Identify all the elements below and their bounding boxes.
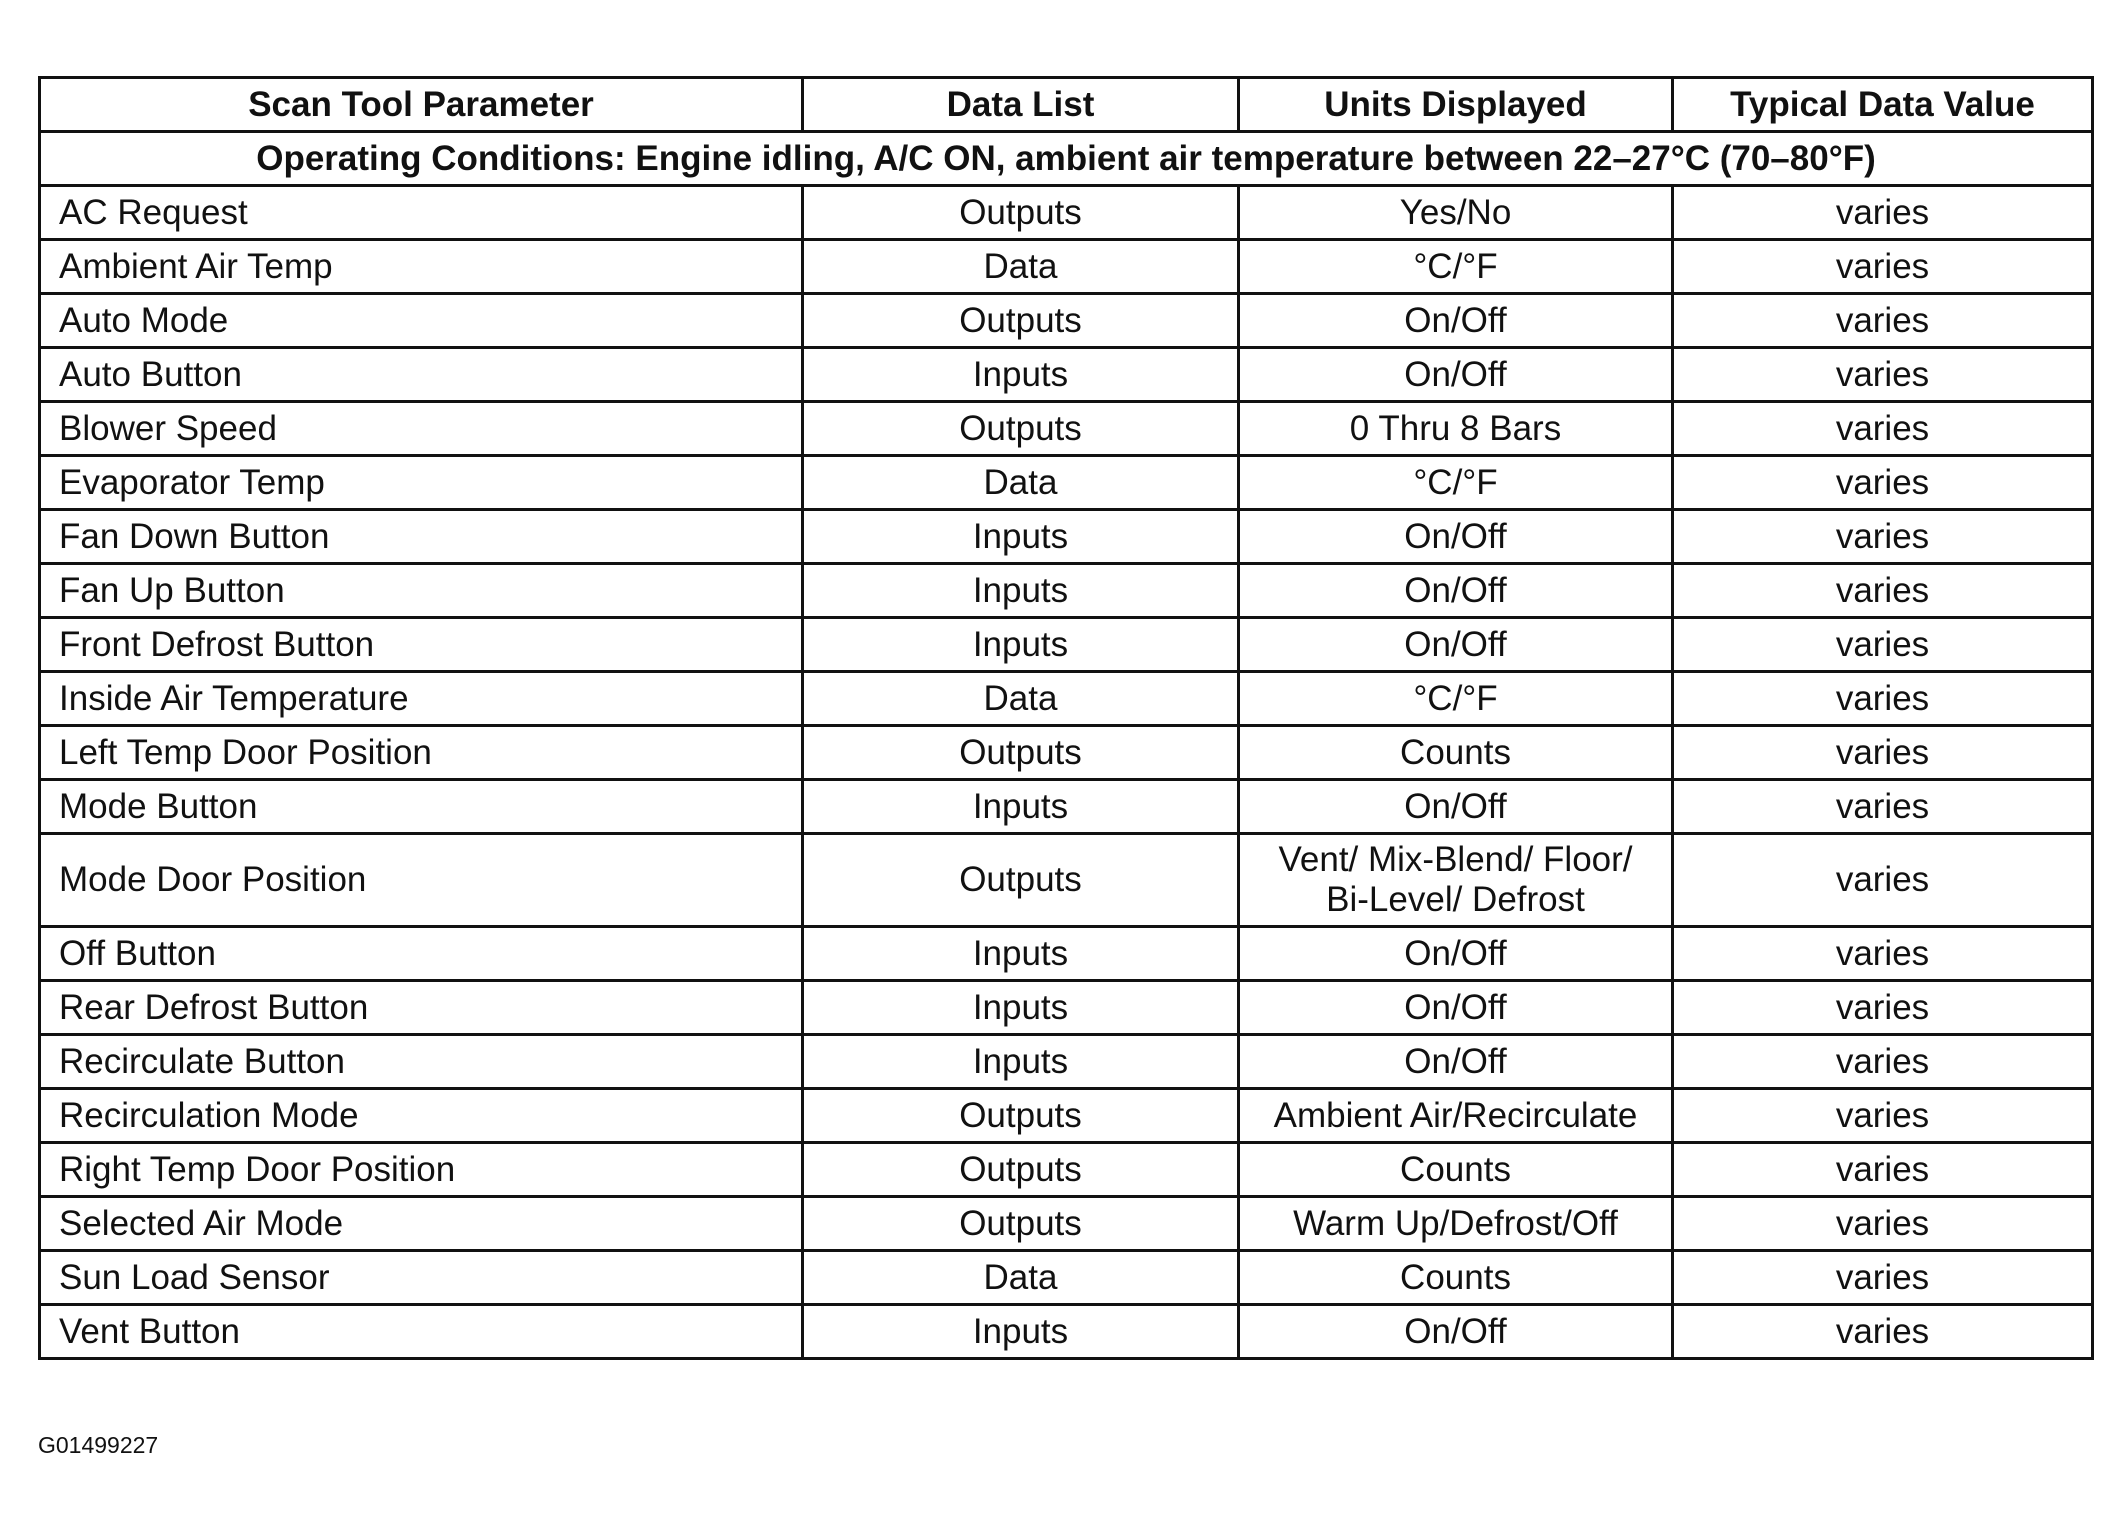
table-row	[40, 1305, 2093, 1359]
table-row	[40, 726, 2093, 780]
table-row	[40, 456, 2093, 510]
table-row	[40, 1089, 2093, 1143]
units-cell: On/Off	[1239, 294, 1673, 348]
units-cell: Warm Up/Defrost/Off	[1239, 1197, 1673, 1251]
table-row	[40, 186, 2093, 240]
units-cell: On/Off	[1239, 348, 1673, 402]
typical-value-cell: varies	[1673, 834, 2093, 927]
data-list-cell: Data	[803, 240, 1239, 294]
parameter-cell: Recirculate Button	[40, 1035, 803, 1089]
typical-value-cell: varies	[1673, 726, 2093, 780]
units-cell: °C/°F	[1239, 456, 1673, 510]
units-cell: On/Off	[1239, 510, 1673, 564]
data-list-cell: Outputs	[803, 1143, 1239, 1197]
typical-value-cell: varies	[1673, 1035, 2093, 1089]
data-list-cell: Data	[803, 456, 1239, 510]
table-row	[40, 1197, 2093, 1251]
table-row	[40, 240, 2093, 294]
typical-value-cell: varies	[1673, 564, 2093, 618]
units-cell: On/Off	[1239, 618, 1673, 672]
units-cell: On/Off	[1239, 1035, 1673, 1089]
parameter-cell: Left Temp Door Position	[40, 726, 803, 780]
data-list-cell: Inputs	[803, 618, 1239, 672]
typical-value-cell: varies	[1673, 348, 2093, 402]
parameter-cell: Inside Air Temperature	[40, 672, 803, 726]
typical-value-cell: varies	[1673, 402, 2093, 456]
parameter-cell: Ambient Air Temp	[40, 240, 803, 294]
data-list-cell: Outputs	[803, 1197, 1239, 1251]
data-list-cell: Outputs	[803, 186, 1239, 240]
data-list-cell: Data	[803, 1251, 1239, 1305]
data-list-cell: Inputs	[803, 348, 1239, 402]
table-row	[40, 1143, 2093, 1197]
units-cell: Ambient Air/Recirculate	[1239, 1089, 1673, 1143]
typical-value-cell: varies	[1673, 1305, 2093, 1359]
data-list-cell: Outputs	[803, 402, 1239, 456]
parameter-cell: Evaporator Temp	[40, 456, 803, 510]
data-list-cell: Data	[803, 672, 1239, 726]
data-list-cell: Outputs	[803, 294, 1239, 348]
units-cell: On/Off	[1239, 1305, 1673, 1359]
scan-tool-data-table	[38, 76, 2094, 1360]
parameter-cell: Selected Air Mode	[40, 1197, 803, 1251]
units-cell: Counts	[1239, 1143, 1673, 1197]
operating-conditions-row	[40, 132, 2093, 186]
typical-value-cell: varies	[1673, 927, 2093, 981]
parameter-cell: Rear Defrost Button	[40, 981, 803, 1035]
typical-value-cell: varies	[1673, 1143, 2093, 1197]
data-list-cell: Outputs	[803, 1089, 1239, 1143]
parameter-cell: Fan Down Button	[40, 510, 803, 564]
parameter-cell: AC Request	[40, 186, 803, 240]
typical-value-cell: varies	[1673, 672, 2093, 726]
data-list-cell: Inputs	[803, 510, 1239, 564]
table-row	[40, 927, 2093, 981]
header-typical-data-value: Typical Data Value	[1673, 78, 2093, 132]
typical-value-cell: varies	[1673, 510, 2093, 564]
parameter-cell: Auto Button	[40, 348, 803, 402]
parameter-cell: Front Defrost Button	[40, 618, 803, 672]
parameter-cell: Auto Mode	[40, 294, 803, 348]
parameter-cell: Vent Button	[40, 1305, 803, 1359]
units-cell: Vent/ Mix-Blend/ Floor/ Bi-Level/ Defrost	[1239, 834, 1673, 927]
units-cell: On/Off	[1239, 564, 1673, 618]
typical-value-cell: varies	[1673, 981, 2093, 1035]
units-cell: 0 Thru 8 Bars	[1239, 402, 1673, 456]
typical-value-cell: varies	[1673, 1251, 2093, 1305]
data-list-cell: Outputs	[803, 726, 1239, 780]
parameter-cell: Fan Up Button	[40, 564, 803, 618]
units-cell: Yes/No	[1239, 186, 1673, 240]
table-row	[40, 672, 2093, 726]
table-row	[40, 348, 2093, 402]
table-row	[40, 1035, 2093, 1089]
parameter-cell: Right Temp Door Position	[40, 1143, 803, 1197]
parameter-cell: Mode Button	[40, 780, 803, 834]
units-cell: On/Off	[1239, 927, 1673, 981]
figure-id: G01499227	[38, 1432, 159, 1458]
table-row	[40, 294, 2093, 348]
table-row	[40, 564, 2093, 618]
units-cell: On/Off	[1239, 981, 1673, 1035]
data-list-cell: Outputs	[803, 834, 1239, 927]
typical-value-cell: varies	[1673, 186, 2093, 240]
table-row	[40, 981, 2093, 1035]
data-list-cell: Inputs	[803, 564, 1239, 618]
table-row	[40, 510, 2093, 564]
table-header-row	[40, 78, 2093, 132]
data-list-cell: Inputs	[803, 981, 1239, 1035]
typical-value-cell: varies	[1673, 294, 2093, 348]
typical-value-cell: varies	[1673, 1089, 2093, 1143]
header-data-list: Data List	[803, 78, 1239, 132]
data-list-cell: Inputs	[803, 1305, 1239, 1359]
typical-value-cell: varies	[1673, 1197, 2093, 1251]
typical-value-cell: varies	[1673, 240, 2093, 294]
data-list-cell: Inputs	[803, 1035, 1239, 1089]
parameter-cell: Mode Door Position	[40, 834, 803, 927]
typical-value-cell: varies	[1673, 618, 2093, 672]
parameter-cell: Off Button	[40, 927, 803, 981]
table-row	[40, 780, 2093, 834]
header-units-displayed: Units Displayed	[1239, 78, 1673, 132]
operating-conditions: Operating Conditions: Engine idling, A/C ON, ambient air temperature between 22–27°C (70–80°F)	[40, 132, 2093, 186]
table-row	[40, 834, 2093, 927]
table-row	[40, 618, 2093, 672]
parameter-cell: Recirculation Mode	[40, 1089, 803, 1143]
data-list-cell: Inputs	[803, 780, 1239, 834]
units-cell: °C/°F	[1239, 672, 1673, 726]
parameter-cell: Blower Speed	[40, 402, 803, 456]
units-cell: Counts	[1239, 726, 1673, 780]
table-row	[40, 402, 2093, 456]
typical-value-cell: varies	[1673, 780, 2093, 834]
parameter-cell: Sun Load Sensor	[40, 1251, 803, 1305]
units-cell: Counts	[1239, 1251, 1673, 1305]
typical-value-cell: varies	[1673, 456, 2093, 510]
units-cell: On/Off	[1239, 780, 1673, 834]
units-cell: °C/°F	[1239, 240, 1673, 294]
header-scan-tool-parameter: Scan Tool Parameter	[40, 78, 803, 132]
table-body	[40, 132, 2093, 1359]
data-list-cell: Inputs	[803, 927, 1239, 981]
table-row	[40, 1251, 2093, 1305]
